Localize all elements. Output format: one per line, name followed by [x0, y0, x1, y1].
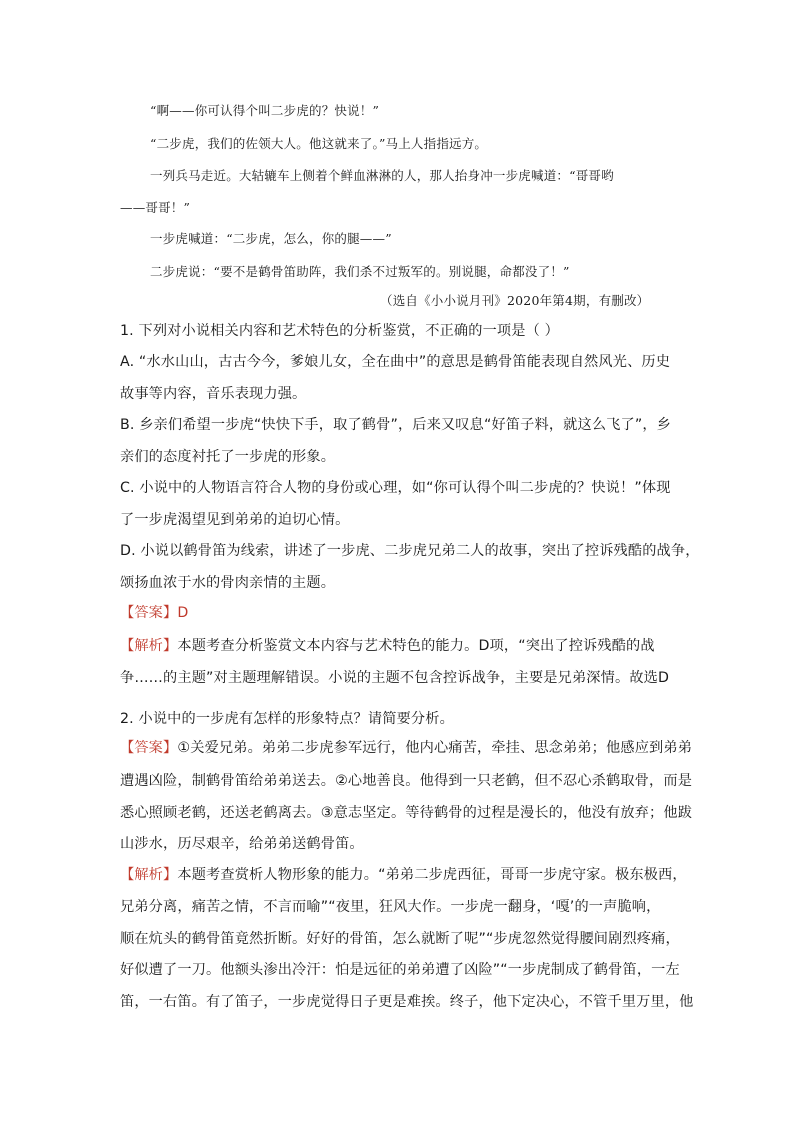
story-source: （选自《小小说月刊》2020年第4期，有删改） — [380, 293, 650, 308]
option-d-line-1: D. 小说以鹤骨笛为线索，讲述了一步虎、二步虎兄弟二人的故事，突出了控诉残酷的战争， — [120, 543, 700, 559]
question-2-stem: 2. 小说中的一步虎有怎样的形象特点？请简要分析。 — [120, 711, 454, 727]
answer-2-line-2: 遭遇凶险，制鹤骨笛给弟弟送去。②心地善良。他得到一只老鹤，但不忍心杀鹤取骨，而是 — [120, 773, 693, 789]
analysis-text: 本题考查赏析人物形象的能力。“弟弟二步虎西征，哥哥一步虎守家。极东极西， — [177, 867, 687, 883]
story-line-5: 一步虎喊道：“二步虎，怎么，你的腿——” — [150, 231, 392, 246]
analysis-text: 本题考查分析鉴赏文本内容与艺术特色的能力。D项，“突出了控诉残酷的战 — [177, 638, 655, 654]
option-b-line-1: B. 乡亲们希望一步虎“快快下手，取了鹤骨”，后来又叹息“好笛子料，就这么飞了”，乡 — [120, 417, 672, 433]
analysis-2-line-4: 好似遭了一刀。他额头渗出冷汗：怕是远征的弟弟遭了凶险”“一步虎制成了鹤骨笛，一左 — [120, 962, 680, 978]
story-line-2: “二步虎，我们的佐领大人。他这就来了。”马上人指指远方。 — [150, 136, 488, 151]
answer-label: 【答案】 — [120, 605, 178, 621]
story-line-4: ——哥哥！” — [120, 200, 191, 215]
option-c-line-2: 了一步虎渴望见到弟弟的迫切心情。 — [120, 512, 350, 528]
analysis-2-line-5: 笛，一右笛。有了笛子，一步虎觉得日子更是难挨。终子，他下定决心，不管千里万里，他 — [120, 994, 694, 1010]
analysis-label: 【解析】 — [120, 638, 178, 654]
analysis-label: 【解析】 — [120, 867, 178, 883]
answer-2-line-4: 山涉水，历尽艰辛，给弟弟送鹤骨笛。 — [120, 836, 364, 852]
story-line-3: 一列兵马走近。大轱辘车上侧着个鲜血淋淋的人，那人抬身冲一步虎喊道：“哥哥哟 — [150, 168, 614, 183]
analysis-1-line-1 — [120, 636, 655, 656]
analysis-2-line-3: 顺在炕头的鹤骨笛竟然折断。好好的骨笛，怎么就断了呢”“步虎忽然觉得腰间剧烈疼痛， — [120, 931, 680, 947]
story-line-1: “啊——你可认得个叫二步虎的？快说！” — [150, 103, 380, 118]
option-c-line-1: C. 小说中的人物语言符合人物的身份或心理，如“你可认得个叫二步虎的？快说！”体现 — [120, 480, 671, 496]
story-line-6: 二步虎说：“要不是鹤骨笛助阵，我们杀不过叛军的。别说腿，命都没了！” — [150, 264, 570, 279]
analysis-2-line-2: 兄弟分离，痛苦之情，不言而喻”“夜里，狂风大作。一步虎一翻身，‘嘎’的一声脆响， — [120, 899, 661, 915]
answer-row-1 — [120, 603, 188, 623]
answer-text: ①关爱兄弟。弟弟二步虎参军远行，他内心痛苦，牵挂、思念弟弟；他感应到弟弟 — [177, 740, 693, 756]
analysis-1-line-2: 争……的主题”对主题理解错误。小说的主题不包含控诉战争，主要是兄弟深情。故选D — [120, 670, 670, 686]
analysis-2-line-1 — [120, 865, 687, 885]
answer-2-line-1 — [120, 738, 692, 758]
answer-2-line-3: 悉心照顾老鹤，还送老鹤离去。③意志坚定。等待鹤骨的过程是漫长的，他没有放弃；他跋 — [120, 805, 693, 821]
option-b-line-2: 亲们的态度衬托了一步虎的形象。 — [120, 449, 336, 465]
answer-label: 【答案】 — [120, 740, 178, 756]
option-d-line-2: 颂扬血浓于水的骨肉亲情的主题。 — [120, 575, 336, 591]
question-1-stem: 1. 下列对小说相关内容和艺术特色的分析鉴赏，不正确的一项是（ ） — [120, 323, 559, 339]
option-a-line-1: A. “水水山山，古古今今，爹娘儿女，全在曲中”的意思是鹤骨笛能表现自然风光、历史 — [120, 354, 671, 370]
option-a-line-2: 故事等内容，音乐表现力强。 — [120, 386, 307, 402]
answer-value: D — [177, 605, 189, 621]
